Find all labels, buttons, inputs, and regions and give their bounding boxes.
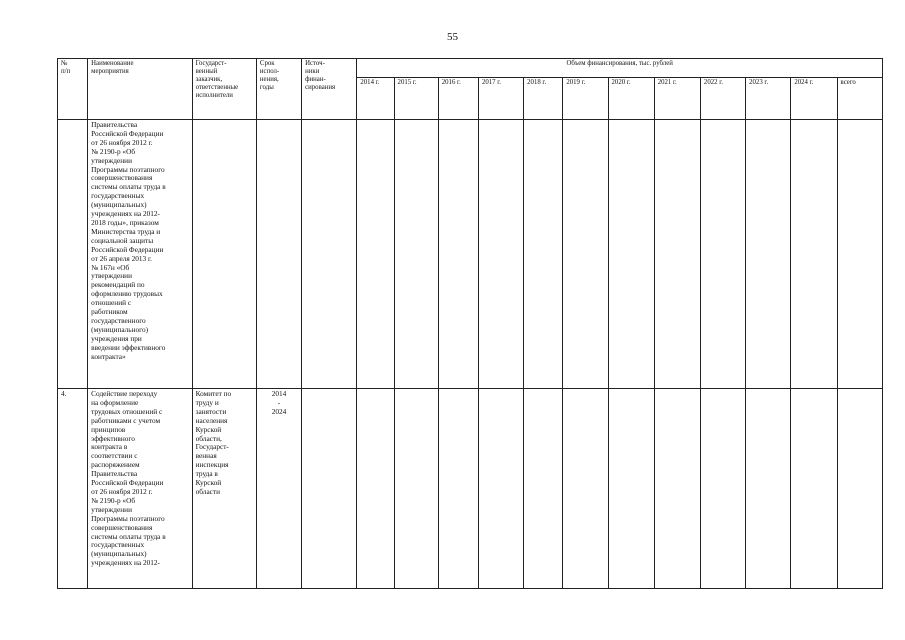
row-number: 4. bbox=[58, 389, 88, 589]
header-year: 2017 г. bbox=[478, 78, 523, 120]
row-term bbox=[256, 120, 301, 389]
row-year-cell bbox=[357, 389, 394, 589]
row-number bbox=[58, 120, 88, 389]
row-term: 2014 - 2024 bbox=[256, 389, 301, 589]
header-year: 2022 г. bbox=[700, 78, 745, 120]
header-funding: Объем финансирования, тыс. рублей bbox=[357, 59, 883, 78]
row-sources bbox=[302, 120, 357, 389]
row-year-cell bbox=[394, 120, 438, 389]
funding-table bbox=[57, 58, 883, 589]
row-year-cell bbox=[563, 120, 608, 389]
header-year: 2014 г. bbox=[357, 78, 394, 120]
row-year-cell bbox=[654, 389, 700, 589]
table-row bbox=[58, 389, 883, 589]
row-year-cell bbox=[524, 120, 563, 389]
row-year-cell bbox=[438, 389, 478, 589]
row-year-cell bbox=[478, 389, 523, 589]
header-year: 2019 г. bbox=[563, 78, 608, 120]
row-customer bbox=[192, 120, 256, 389]
header-customer: Государст- венный заказчик, ответственные исполнители bbox=[192, 59, 256, 120]
row-total-cell bbox=[837, 120, 882, 389]
header-row-top bbox=[58, 59, 883, 78]
row-year-cell bbox=[791, 120, 837, 389]
header-number: № п/п bbox=[58, 59, 88, 120]
row-year-cell bbox=[394, 389, 438, 589]
header-year: 2024 г. bbox=[791, 78, 837, 120]
row-year-cell bbox=[791, 389, 837, 589]
header-year: 2021 г. bbox=[654, 78, 700, 120]
row-year-cell bbox=[700, 389, 745, 589]
header-year: 2020 г. bbox=[608, 78, 654, 120]
row-year-cell bbox=[438, 120, 478, 389]
row-year-cell bbox=[478, 120, 523, 389]
row-year-cell bbox=[524, 389, 563, 589]
table-row bbox=[58, 120, 883, 389]
header-sources: Источ- ники финан- сирования bbox=[302, 59, 357, 120]
row-year-cell bbox=[746, 389, 791, 589]
row-year-cell bbox=[608, 389, 654, 589]
row-year-cell bbox=[700, 120, 745, 389]
header-year: 2018 г. bbox=[524, 78, 563, 120]
row-name: Содействие переходу на оформление трудовых отношений с работниками с учетом принципов эффективного контракта в соответствии с распоряжением Правительства Российской Федерации от 26 ноября 2012 г. № 2190-р «Об утверждении Программы поэтапного совершенствования системы оплаты труда в государственных (муниципальных) учреждениях на 2012- bbox=[88, 389, 192, 589]
row-year-cell bbox=[746, 120, 791, 389]
header-term: Срок испол- нения, годы bbox=[256, 59, 301, 120]
header-name: Наименование мероприятия bbox=[88, 59, 192, 120]
row-customer: Комитет по труду и занятости населения Курской области, Государст- венная инспекция труда в Курской области bbox=[192, 389, 256, 589]
row-name: Правительства Российской Федерации от 26 ноября 2012 г. № 2190-р «Об утверждении Программы поэтапного совершенствования системы оплаты труда в государственных (муниципальных) учреждениях на 2012- 2018 годы», приказом Министерства труда и социальной защиты Российской Федерации от 26 апреля 2013 г. № 167н «Об утверждении рекомендаций по оформлению трудовых отношений с работником государственного (муниципального) учреждения при введении эффективного контракта» bbox=[88, 120, 192, 389]
header-total: всего bbox=[837, 78, 882, 120]
header-year: 2023 г. bbox=[746, 78, 791, 120]
row-year-cell bbox=[608, 120, 654, 389]
page-number: 55 bbox=[447, 31, 458, 43]
row-year-cell bbox=[654, 120, 700, 389]
row-year-cell bbox=[563, 389, 608, 589]
header-year: 2015 г. bbox=[394, 78, 438, 120]
row-year-cell bbox=[357, 120, 394, 389]
row-total-cell bbox=[837, 389, 882, 589]
row-sources bbox=[302, 389, 357, 589]
header-year: 2016 г. bbox=[438, 78, 478, 120]
